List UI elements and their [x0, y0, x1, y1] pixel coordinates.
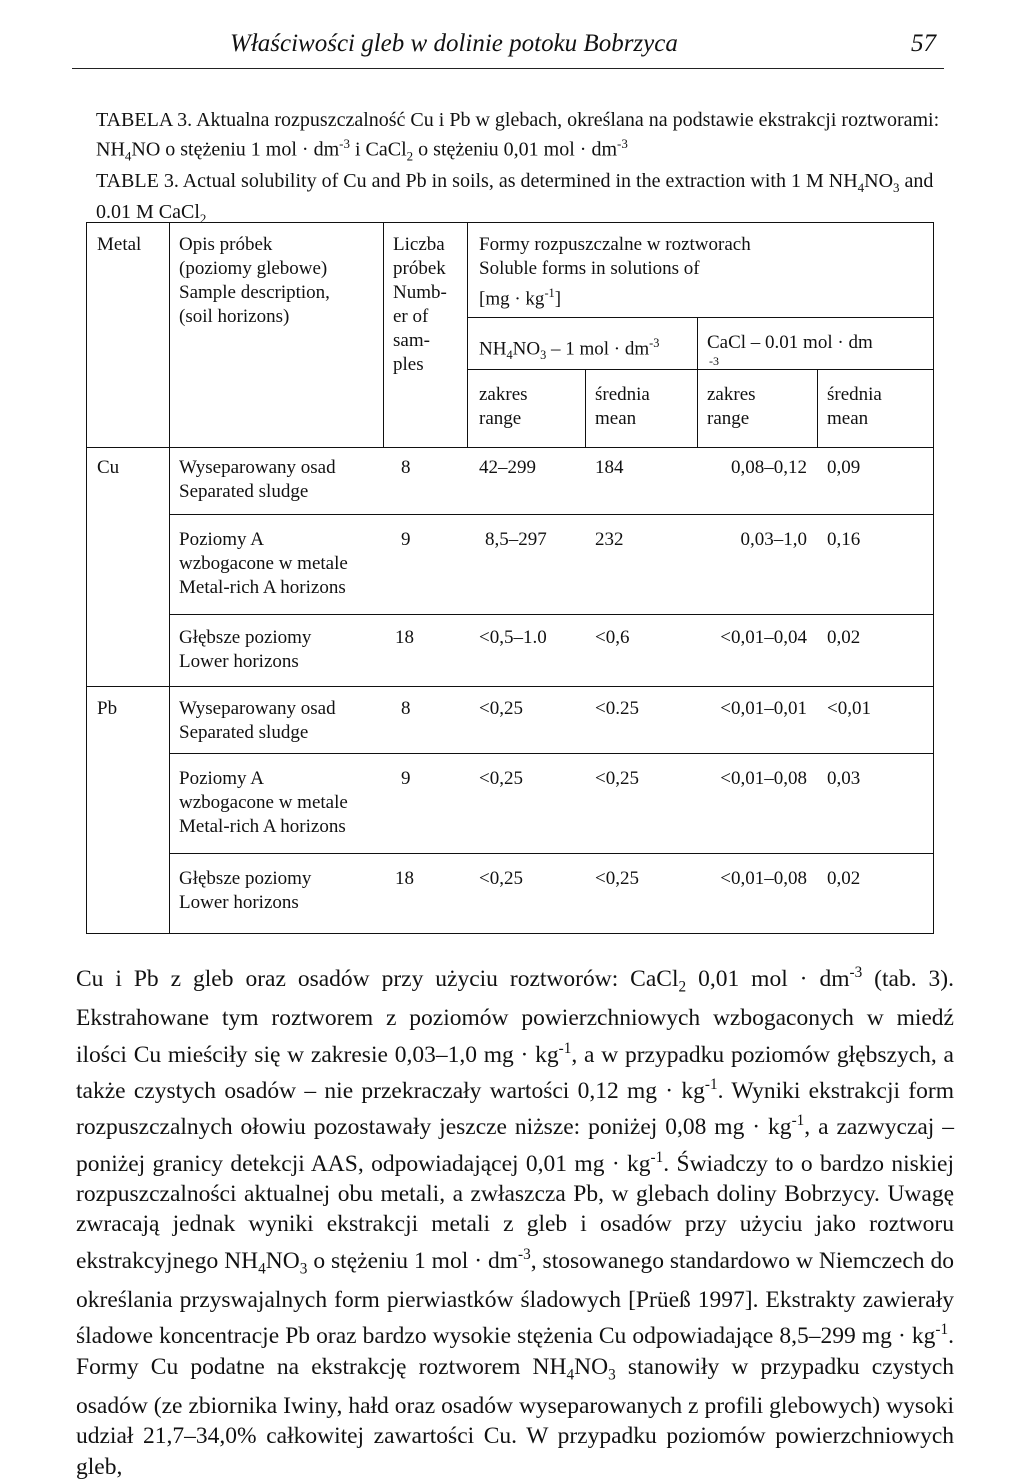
running-title: Właściwości gleb w dolinie potoku Bobrzyca — [230, 30, 678, 57]
sample-count: 9 — [401, 768, 411, 789]
header-nh4-range: zakres range — [479, 384, 528, 429]
metal-group-pb — [87, 686, 933, 933]
sample-count: 8 — [401, 698, 411, 719]
caption-pl: TABELA 3. Aktualna rozpuszczalność Cu i Pb w glebach, określana na podstawie ekstrakcji roztworami: $NH_4NO$ o stężeniu 1 mol · $dm^{-3}$ i CaCl$_2$ o stężeniu 0,01 mol · $dm^{-3}$ — [96, 109, 940, 164]
header-cacl-range: zakres range — [707, 384, 756, 429]
page-number: 57 — [911, 30, 936, 57]
header-nh4-mean: średnia mean — [595, 384, 650, 429]
header-sample-count: Liczba próbek Numb- er of sam- ples — [393, 234, 447, 375]
table-row: Poziomy A wzbogacone w metale Metal-rich A horizons — [179, 529, 348, 598]
sample-count: 9 — [401, 529, 411, 550]
header-metal: Metal — [97, 234, 142, 255]
running-header — [72, 28, 944, 69]
nh4-mean: <0,25 — [595, 868, 639, 889]
header-cacl-mean: średnia mean — [827, 384, 882, 429]
table-row: Głębsze poziomy Lower horizons — [179, 868, 312, 913]
nh4-range: <0,25 — [479, 698, 523, 719]
nh4-range: <0,25 — [479, 768, 523, 789]
nh4-mean: <0.25 — [595, 698, 639, 719]
body-paragraph: Cu i Pb z gleb oraz osadów przy użyciu roztworów: CaCl$_2$ 0,01 mol · $dm^{-3}$ (tab. 3). Ekstrahowane tym roztworem z poziomów powierzchniowych wzbogaconych w miedź ilości Cu mieściły się w zakresie 0,03–1,0 mg · $kg^{-1}$, a w przypadku poziomów głębszych, a także czystych osadów – nie przekraczały wartości 0,12 mg · $kg^{-1}$. Wyniki ekstrakcji form rozpuszczalnych ołowiu pozostawały jeszcze niższe: poniżej 0,08 mg · $kg^{-1}$, a zazwyczaj – poniżej granicy detekcji AAS, odpowiadającej 0,01 mg · $kg^{-1}$. Świadczy to o bardzo niskiej rozpuszczalności aktualnej obu metali, a zwłaszcza Pb, w glebach doliny Bobrzycy. Uwagę zwracają jednak wyniki ekstrakcji metali z gleb i osadów przy użyciu jako roztworu ekstrakcyjnego $NH_4NO_3$ o stężeniu 1 mol · $dm^{-3}$, stosowanego standardowo w Niemczech do określania przyswajalnych form pierwiastków śladowych [Prüeß 1997]. Ekstrakty zawierały śladowe koncentracje Pb oraz bardzo wysokie stężenia Cu odpowiadające 8,5–299 mg · $kg^{-1}$. Formy Cu podatne na ekstrakcję roztworem $NH_4NO_3$ stanowiły w przypadku czystych osadów (ze zbiornika Iwiny, hałd oraz osadów wyseparowanych z profili glebowych) wysoki udział 21,7–34,0% całkowitej zawartości Cu. W przypadku poziomów powierzchniowych gleb, — [76, 964, 955, 1480]
nh4-mean: 184 — [595, 457, 624, 478]
sample-count: 8 — [401, 457, 411, 478]
nh4-range: 42–299 — [479, 457, 536, 478]
body-text — [76, 958, 954, 1482]
caption-en: TABLE 3. Actual solubility of Cu and Pb in soils, as determined in the extraction with 1 M $NH_4NO_3$ and 0.01 M CaCl$_2$ — [96, 169, 934, 226]
cacl-range: <0,01–0,01 — [720, 698, 807, 719]
table-header — [87, 223, 933, 448]
cacl-mean: 0,02 — [827, 868, 861, 889]
nh4-mean: <0,6 — [595, 627, 630, 648]
table-row: Głębsze poziomy Lower horizons — [179, 627, 312, 672]
header-cacl2: CaCl – 0.01 mol · dm -3 — [707, 332, 873, 368]
header-soluble-forms: Formy rozpuszczalne w roztworach Soluble forms in solutions of $[mg \cdot kg^{-1}]$ — [479, 234, 751, 310]
cacl-mean: 0,16 — [827, 529, 861, 550]
table-row: Wyseparowany osad Separated sludge — [179, 698, 336, 743]
cacl-range: <0,01–0,08 — [720, 768, 807, 789]
cacl-mean: 0,09 — [827, 457, 861, 478]
solubility-table — [86, 222, 934, 934]
metal-group-cu — [87, 448, 933, 686]
cacl-mean: <0,01 — [827, 698, 871, 719]
cacl-mean: 0,03 — [827, 768, 861, 789]
cacl-range: 0,08–0,12 — [731, 457, 807, 478]
table-row: Wyseparowany osad Separated sludge — [179, 457, 336, 502]
sample-count: 18 — [395, 868, 414, 889]
table-row: Poziomy A wzbogacone w metale Metal-rich A horizons — [179, 768, 348, 837]
header-description: Opis próbek (poziomy glebowe) Sample description, (soil horizons) — [179, 234, 330, 327]
sample-count: 18 — [395, 627, 414, 648]
header-nh4no3: $NH_4NO_3 - 1$ mol · $dm^{-3}$ — [479, 336, 660, 363]
nh4-range: 8,5–297 — [485, 529, 547, 550]
table-caption — [96, 108, 946, 231]
cacl-range: <0,01–0,08 — [720, 868, 807, 889]
metal-label: Cu — [97, 457, 120, 478]
nh4-range: <0,25 — [479, 868, 523, 889]
nh4-mean: <0,25 — [595, 768, 639, 789]
cacl-mean: 0,02 — [827, 627, 861, 648]
nh4-mean: 232 — [595, 529, 624, 550]
cacl-range: <0,01–0,04 — [720, 627, 807, 648]
cacl-range: 0,03–1,0 — [740, 529, 807, 550]
metal-label: Pb — [97, 698, 118, 719]
nh4-range: <0,5–1.0 — [479, 627, 547, 648]
